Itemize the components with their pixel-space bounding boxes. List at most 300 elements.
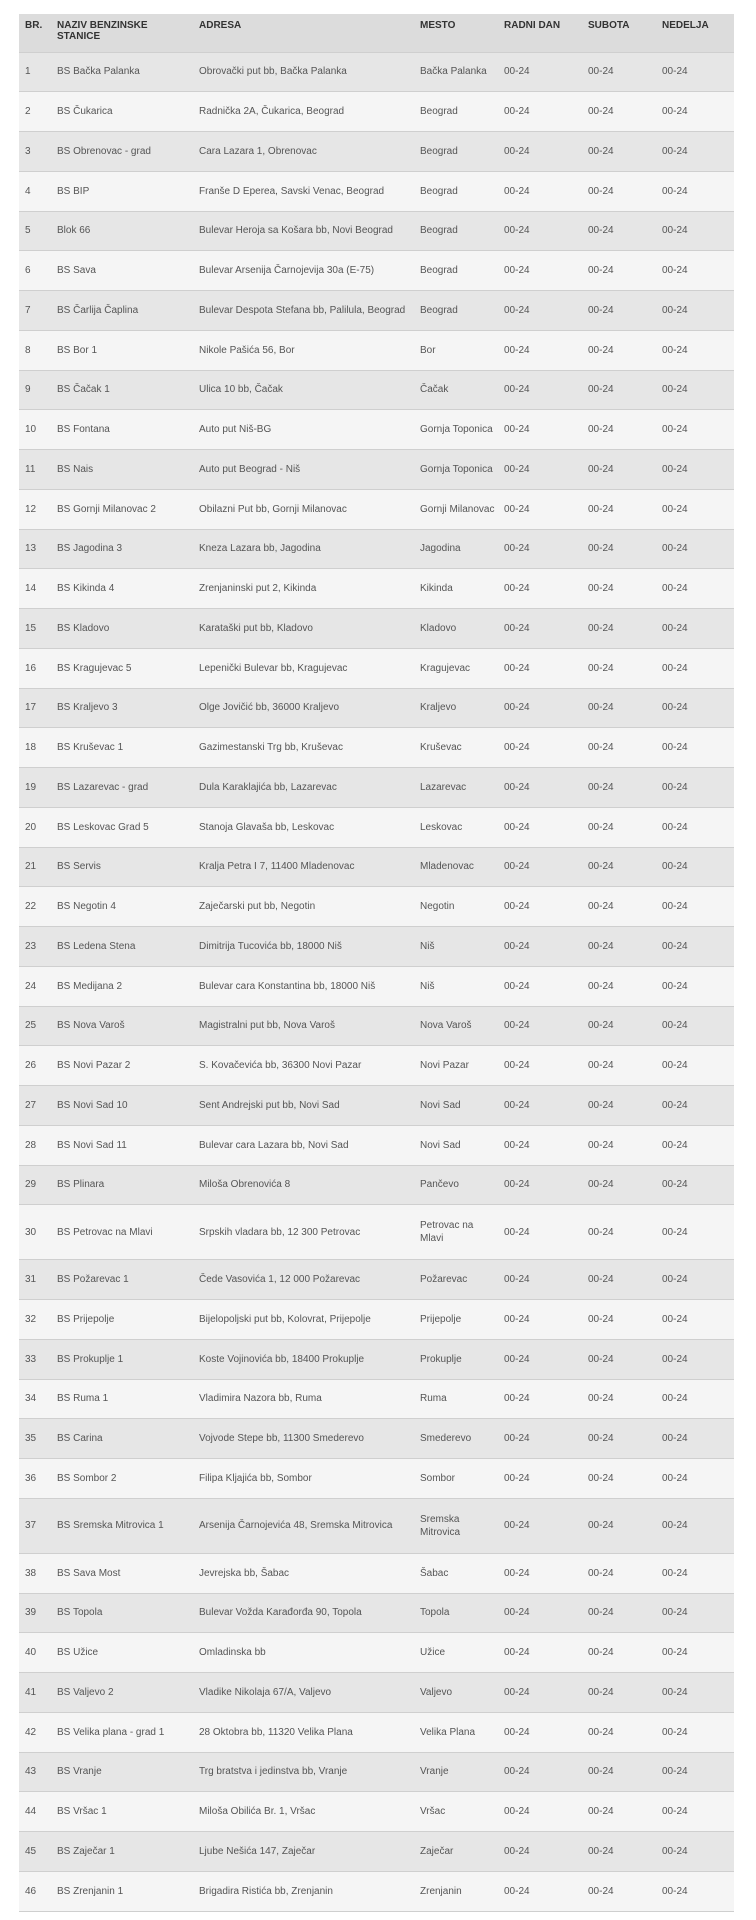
- cell-sunday-hours: 00-24: [656, 688, 734, 728]
- cell-station-name: BS Kragujevac 5: [51, 648, 193, 688]
- cell-city: Topola: [414, 1593, 498, 1633]
- cell-number: 40: [19, 1633, 51, 1673]
- gas-stations-table: [19, 14, 734, 1912]
- cell-weekday-hours: 00-24: [498, 330, 582, 370]
- cell-city: Mladenovac: [414, 847, 498, 887]
- cell-city: Niš: [414, 966, 498, 1006]
- table-row: [19, 291, 734, 331]
- cell-saturday-hours: 00-24: [582, 569, 656, 609]
- cell-station-name: BS Novi Sad 10: [51, 1086, 193, 1126]
- table-row: [19, 1086, 734, 1126]
- cell-address: Bulevar cara Konstantina bb, 18000 Niš: [193, 966, 414, 1006]
- cell-sunday-hours: 00-24: [656, 1871, 734, 1911]
- cell-city: Požarevac: [414, 1260, 498, 1300]
- table-row: [19, 1498, 734, 1553]
- cell-address: Franše D Eperea, Savski Venac, Beograd: [193, 171, 414, 211]
- cell-address: Sent Andrejski put bb, Novi Sad: [193, 1086, 414, 1126]
- cell-address: Zrenjaninski put 2, Kikinda: [193, 569, 414, 609]
- cell-weekday-hours: 00-24: [498, 1752, 582, 1792]
- cell-station-name: BS Kikinda 4: [51, 569, 193, 609]
- cell-number: 31: [19, 1260, 51, 1300]
- cell-station-name: BS Čukarica: [51, 92, 193, 132]
- cell-saturday-hours: 00-24: [582, 1871, 656, 1911]
- cell-address: Cara Lazara 1, Obrenovac: [193, 132, 414, 172]
- cell-sunday-hours: 00-24: [656, 847, 734, 887]
- cell-sunday-hours: 00-24: [656, 92, 734, 132]
- cell-station-name: BS Valjevo 2: [51, 1673, 193, 1713]
- cell-number: 6: [19, 251, 51, 291]
- table-row: [19, 251, 734, 291]
- table-row: [19, 1379, 734, 1419]
- cell-number: 9: [19, 370, 51, 410]
- cell-station-name: BS Čačak 1: [51, 370, 193, 410]
- cell-city: Valjevo: [414, 1673, 498, 1713]
- cell-station-name: BS BIP: [51, 171, 193, 211]
- cell-weekday-hours: 00-24: [498, 847, 582, 887]
- cell-sunday-hours: 00-24: [656, 1419, 734, 1459]
- cell-sunday-hours: 00-24: [656, 1086, 734, 1126]
- cell-saturday-hours: 00-24: [582, 927, 656, 967]
- cell-saturday-hours: 00-24: [582, 489, 656, 529]
- table-row: [19, 1593, 734, 1633]
- cell-city: Petrovac na Mlavi: [414, 1205, 498, 1260]
- cell-number: 22: [19, 887, 51, 927]
- cell-sunday-hours: 00-24: [656, 132, 734, 172]
- table-row: [19, 569, 734, 609]
- cell-weekday-hours: 00-24: [498, 92, 582, 132]
- cell-address: Filipa Kljajića bb, Sombor: [193, 1459, 414, 1499]
- cell-weekday-hours: 00-24: [498, 648, 582, 688]
- cell-saturday-hours: 00-24: [582, 529, 656, 569]
- cell-saturday-hours: 00-24: [582, 1205, 656, 1260]
- cell-station-name: BS Kladovo: [51, 609, 193, 649]
- cell-city: Čačak: [414, 370, 498, 410]
- cell-station-name: BS Čarlija Čaplina: [51, 291, 193, 331]
- cell-city: Prijepolje: [414, 1300, 498, 1340]
- table-row: [19, 529, 734, 569]
- cell-saturday-hours: 00-24: [582, 1752, 656, 1792]
- cell-address: Olge Jovičić bb, 36000 Kraljevo: [193, 688, 414, 728]
- cell-station-name: BS Topola: [51, 1593, 193, 1633]
- cell-number: 21: [19, 847, 51, 887]
- cell-saturday-hours: 00-24: [582, 291, 656, 331]
- cell-address: Arsenija Čarnojevića 48, Sremska Mitrovica: [193, 1498, 414, 1553]
- cell-station-name: BS Plinara: [51, 1165, 193, 1205]
- cell-address: Bijelopoljski put bb, Kolovrat, Prijepolje: [193, 1300, 414, 1340]
- cell-saturday-hours: 00-24: [582, 847, 656, 887]
- cell-weekday-hours: 00-24: [498, 1633, 582, 1673]
- cell-sunday-hours: 00-24: [656, 609, 734, 649]
- cell-station-name: BS Lazarevac - grad: [51, 768, 193, 808]
- cell-saturday-hours: 00-24: [582, 807, 656, 847]
- cell-weekday-hours: 00-24: [498, 768, 582, 808]
- cell-sunday-hours: 00-24: [656, 1125, 734, 1165]
- cell-station-name: BS Velika plana - grad 1: [51, 1712, 193, 1752]
- cell-address: Omladinska bb: [193, 1633, 414, 1673]
- cell-city: Šabac: [414, 1553, 498, 1593]
- cell-sunday-hours: 00-24: [656, 291, 734, 331]
- table-row: [19, 330, 734, 370]
- cell-saturday-hours: 00-24: [582, 609, 656, 649]
- cell-city: Gornja Toponica: [414, 450, 498, 490]
- cell-weekday-hours: 00-24: [498, 728, 582, 768]
- cell-number: 13: [19, 529, 51, 569]
- cell-station-name: BS Prokuplje 1: [51, 1339, 193, 1379]
- cell-sunday-hours: 00-24: [656, 1752, 734, 1792]
- cell-station-name: BS Kraljevo 3: [51, 688, 193, 728]
- table-row: [19, 132, 734, 172]
- cell-saturday-hours: 00-24: [582, 728, 656, 768]
- cell-number: 1: [19, 52, 51, 92]
- cell-sunday-hours: 00-24: [656, 1633, 734, 1673]
- cell-city: Novi Sad: [414, 1086, 498, 1126]
- cell-sunday-hours: 00-24: [656, 1205, 734, 1260]
- cell-address: Brigadira Ristića bb, Zrenjanin: [193, 1871, 414, 1911]
- cell-weekday-hours: 00-24: [498, 1260, 582, 1300]
- cell-sunday-hours: 00-24: [656, 1832, 734, 1872]
- cell-station-name: BS Sombor 2: [51, 1459, 193, 1499]
- cell-station-name: BS Sremska Mitrovica 1: [51, 1498, 193, 1553]
- table-row: [19, 966, 734, 1006]
- cell-city: Sombor: [414, 1459, 498, 1499]
- cell-address: Gazimestanski Trg bb, Kruševac: [193, 728, 414, 768]
- cell-address: Kralja Petra I 7, 11400 Mladenovac: [193, 847, 414, 887]
- cell-weekday-hours: 00-24: [498, 1792, 582, 1832]
- cell-address: Karataški put bb, Kladovo: [193, 609, 414, 649]
- cell-number: 45: [19, 1832, 51, 1872]
- cell-sunday-hours: 00-24: [656, 450, 734, 490]
- cell-sunday-hours: 00-24: [656, 1459, 734, 1499]
- table-row: [19, 927, 734, 967]
- cell-saturday-hours: 00-24: [582, 1300, 656, 1340]
- cell-city: Bor: [414, 330, 498, 370]
- cell-address: Bulevar Arsenija Čarnojevija 30a (E-75): [193, 251, 414, 291]
- cell-sunday-hours: 00-24: [656, 1260, 734, 1300]
- cell-weekday-hours: 00-24: [498, 1205, 582, 1260]
- table-row: [19, 1260, 734, 1300]
- table-row: [19, 807, 734, 847]
- cell-saturday-hours: 00-24: [582, 1260, 656, 1300]
- cell-weekday-hours: 00-24: [498, 1419, 582, 1459]
- cell-number: 10: [19, 410, 51, 450]
- cell-city: Kraljevo: [414, 688, 498, 728]
- cell-number: 8: [19, 330, 51, 370]
- cell-sunday-hours: 00-24: [656, 330, 734, 370]
- cell-weekday-hours: 00-24: [498, 1832, 582, 1872]
- cell-city: Beograd: [414, 211, 498, 251]
- cell-sunday-hours: 00-24: [656, 529, 734, 569]
- cell-address: Ulica 10 bb, Čačak: [193, 370, 414, 410]
- cell-weekday-hours: 00-24: [498, 171, 582, 211]
- cell-sunday-hours: 00-24: [656, 1300, 734, 1340]
- cell-number: 44: [19, 1792, 51, 1832]
- cell-city: Nova Varoš: [414, 1006, 498, 1046]
- cell-address: Vojvode Stepe bb, 11300 Smederevo: [193, 1419, 414, 1459]
- cell-station-name: BS Servis: [51, 847, 193, 887]
- cell-weekday-hours: 00-24: [498, 489, 582, 529]
- cell-city: Lazarevac: [414, 768, 498, 808]
- header-number: BR.: [19, 14, 51, 52]
- header-saturday: SUBOTA: [582, 14, 656, 52]
- table-row: [19, 847, 734, 887]
- cell-city: Užice: [414, 1633, 498, 1673]
- cell-address: Auto put Beograd - Niš: [193, 450, 414, 490]
- cell-number: 5: [19, 211, 51, 251]
- table-row: [19, 887, 734, 927]
- table-row: [19, 688, 734, 728]
- table-row: [19, 489, 734, 529]
- cell-address: 28 Oktobra bb, 11320 Velika Plana: [193, 1712, 414, 1752]
- cell-number: 38: [19, 1553, 51, 1593]
- cell-sunday-hours: 00-24: [656, 489, 734, 529]
- cell-number: 15: [19, 609, 51, 649]
- cell-station-name: BS Leskovac Grad 5: [51, 807, 193, 847]
- cell-sunday-hours: 00-24: [656, 569, 734, 609]
- cell-weekday-hours: 00-24: [498, 807, 582, 847]
- cell-saturday-hours: 00-24: [582, 92, 656, 132]
- cell-number: 12: [19, 489, 51, 529]
- cell-address: Koste Vojinovića bb, 18400 Prokuplje: [193, 1339, 414, 1379]
- cell-weekday-hours: 00-24: [498, 1871, 582, 1911]
- cell-number: 20: [19, 807, 51, 847]
- cell-saturday-hours: 00-24: [582, 1419, 656, 1459]
- cell-sunday-hours: 00-24: [656, 807, 734, 847]
- cell-number: 26: [19, 1046, 51, 1086]
- cell-address: Vladimira Nazora bb, Ruma: [193, 1379, 414, 1419]
- cell-number: 34: [19, 1379, 51, 1419]
- cell-sunday-hours: 00-24: [656, 370, 734, 410]
- cell-city: Novi Sad: [414, 1125, 498, 1165]
- cell-address: Miloša Obilića Br. 1, Vršac: [193, 1792, 414, 1832]
- cell-address: Dimitrija Tucovića bb, 18000 Niš: [193, 927, 414, 967]
- cell-number: 32: [19, 1300, 51, 1340]
- cell-saturday-hours: 00-24: [582, 370, 656, 410]
- cell-station-name: BS Ruma 1: [51, 1379, 193, 1419]
- cell-address: Vladike Nikolaja 67/A, Valjevo: [193, 1673, 414, 1713]
- cell-sunday-hours: 00-24: [656, 728, 734, 768]
- cell-city: Negotin: [414, 887, 498, 927]
- cell-address: Lepenički Bulevar bb, Kragujevac: [193, 648, 414, 688]
- cell-number: 4: [19, 171, 51, 211]
- table-row: [19, 1046, 734, 1086]
- cell-station-name: BS Petrovac na Mlavi: [51, 1205, 193, 1260]
- cell-number: 39: [19, 1593, 51, 1633]
- cell-weekday-hours: 00-24: [498, 1086, 582, 1126]
- cell-saturday-hours: 00-24: [582, 1593, 656, 1633]
- cell-sunday-hours: 00-24: [656, 1792, 734, 1832]
- cell-weekday-hours: 00-24: [498, 1712, 582, 1752]
- cell-weekday-hours: 00-24: [498, 887, 582, 927]
- cell-sunday-hours: 00-24: [656, 1379, 734, 1419]
- cell-city: Sremska Mitrovica: [414, 1498, 498, 1553]
- cell-weekday-hours: 00-24: [498, 1379, 582, 1419]
- cell-saturday-hours: 00-24: [582, 1832, 656, 1872]
- cell-station-name: Blok 66: [51, 211, 193, 251]
- cell-city: Prokuplje: [414, 1339, 498, 1379]
- cell-number: 33: [19, 1339, 51, 1379]
- cell-number: 11: [19, 450, 51, 490]
- cell-station-name: BS Vranje: [51, 1752, 193, 1792]
- cell-weekday-hours: 00-24: [498, 132, 582, 172]
- cell-station-name: BS Požarevac 1: [51, 1260, 193, 1300]
- cell-sunday-hours: 00-24: [656, 1593, 734, 1633]
- table-row: [19, 1633, 734, 1673]
- cell-number: 23: [19, 927, 51, 967]
- cell-sunday-hours: 00-24: [656, 1673, 734, 1713]
- cell-sunday-hours: 00-24: [656, 1498, 734, 1553]
- cell-station-name: BS Bačka Palanka: [51, 52, 193, 92]
- cell-station-name: BS Kruševac 1: [51, 728, 193, 768]
- cell-sunday-hours: 00-24: [656, 211, 734, 251]
- cell-sunday-hours: 00-24: [656, 1712, 734, 1752]
- cell-saturday-hours: 00-24: [582, 171, 656, 211]
- cell-number: 16: [19, 648, 51, 688]
- cell-weekday-hours: 00-24: [498, 1673, 582, 1713]
- cell-city: Niš: [414, 927, 498, 967]
- table-row: [19, 1792, 734, 1832]
- cell-city: Bačka Palanka: [414, 52, 498, 92]
- cell-address: Bulevar Vožda Karađorđa 90, Topola: [193, 1593, 414, 1633]
- cell-number: 37: [19, 1498, 51, 1553]
- cell-weekday-hours: 00-24: [498, 529, 582, 569]
- cell-city: Beograd: [414, 132, 498, 172]
- cell-sunday-hours: 00-24: [656, 52, 734, 92]
- cell-number: 42: [19, 1712, 51, 1752]
- header-city: MESTO: [414, 14, 498, 52]
- cell-address: Dula Karaklajića bb, Lazarevac: [193, 768, 414, 808]
- cell-address: Obrovački put bb, Bačka Palanka: [193, 52, 414, 92]
- header-station-name: NAZIV BENZINSKE STANICE: [51, 14, 193, 52]
- cell-number: 17: [19, 688, 51, 728]
- cell-weekday-hours: 00-24: [498, 211, 582, 251]
- table-row: [19, 211, 734, 251]
- cell-station-name: BS Vršac 1: [51, 1792, 193, 1832]
- cell-address: Čede Vasovića 1, 12 000 Požarevac: [193, 1260, 414, 1300]
- cell-city: Kikinda: [414, 569, 498, 609]
- table-row: [19, 1006, 734, 1046]
- cell-station-name: BS Novi Pazar 2: [51, 1046, 193, 1086]
- cell-sunday-hours: 00-24: [656, 887, 734, 927]
- cell-city: Zrenjanin: [414, 1871, 498, 1911]
- cell-weekday-hours: 00-24: [498, 1300, 582, 1340]
- table-row: [19, 171, 734, 211]
- cell-weekday-hours: 00-24: [498, 1459, 582, 1499]
- cell-sunday-hours: 00-24: [656, 251, 734, 291]
- cell-city: Novi Pazar: [414, 1046, 498, 1086]
- table-row: [19, 92, 734, 132]
- cell-station-name: BS Nais: [51, 450, 193, 490]
- cell-city: Zaječar: [414, 1832, 498, 1872]
- cell-city: Gornja Toponica: [414, 410, 498, 450]
- cell-saturday-hours: 00-24: [582, 1633, 656, 1673]
- cell-weekday-hours: 00-24: [498, 1553, 582, 1593]
- cell-weekday-hours: 00-24: [498, 1593, 582, 1633]
- cell-number: 41: [19, 1673, 51, 1713]
- cell-number: 46: [19, 1871, 51, 1911]
- cell-station-name: BS Novi Sad 11: [51, 1125, 193, 1165]
- cell-sunday-hours: 00-24: [656, 410, 734, 450]
- cell-weekday-hours: 00-24: [498, 251, 582, 291]
- stations-table-container: [19, 14, 734, 1912]
- cell-weekday-hours: 00-24: [498, 450, 582, 490]
- cell-saturday-hours: 00-24: [582, 410, 656, 450]
- cell-station-name: BS Sava: [51, 251, 193, 291]
- cell-saturday-hours: 00-24: [582, 132, 656, 172]
- cell-city: Beograd: [414, 171, 498, 211]
- cell-number: 25: [19, 1006, 51, 1046]
- cell-address: Bulevar Despota Stefana bb, Palilula, Beograd: [193, 291, 414, 331]
- table-row: [19, 648, 734, 688]
- cell-weekday-hours: 00-24: [498, 927, 582, 967]
- table-row: [19, 1339, 734, 1379]
- cell-saturday-hours: 00-24: [582, 1086, 656, 1126]
- cell-weekday-hours: 00-24: [498, 1498, 582, 1553]
- table-row: [19, 450, 734, 490]
- cell-saturday-hours: 00-24: [582, 648, 656, 688]
- cell-address: Srpskih vladara bb, 12 300 Petrovac: [193, 1205, 414, 1260]
- cell-address: Bulevar Heroja sa Košara bb, Novi Beograd: [193, 211, 414, 251]
- cell-station-name: BS Gornji Milanovac 2: [51, 489, 193, 529]
- table-row: [19, 1459, 734, 1499]
- cell-city: Kladovo: [414, 609, 498, 649]
- table-row: [19, 1832, 734, 1872]
- cell-weekday-hours: 00-24: [498, 370, 582, 410]
- cell-saturday-hours: 00-24: [582, 1046, 656, 1086]
- cell-address: Nikole Pašića 56, Bor: [193, 330, 414, 370]
- cell-city: Smederevo: [414, 1419, 498, 1459]
- cell-station-name: BS Nova Varoš: [51, 1006, 193, 1046]
- cell-number: 19: [19, 768, 51, 808]
- cell-city: Pančevo: [414, 1165, 498, 1205]
- cell-saturday-hours: 00-24: [582, 251, 656, 291]
- cell-address: Radnička 2A, Čukarica, Beograd: [193, 92, 414, 132]
- cell-saturday-hours: 00-24: [582, 211, 656, 251]
- cell-station-name: BS Ledena Stena: [51, 927, 193, 967]
- cell-station-name: BS Carina: [51, 1419, 193, 1459]
- cell-sunday-hours: 00-24: [656, 966, 734, 1006]
- cell-weekday-hours: 00-24: [498, 1046, 582, 1086]
- cell-city: Beograd: [414, 92, 498, 132]
- cell-address: Trg bratstva i jedinstva bb, Vranje: [193, 1752, 414, 1792]
- cell-station-name: BS Jagodina 3: [51, 529, 193, 569]
- cell-station-name: BS Obrenovac - grad: [51, 132, 193, 172]
- cell-sunday-hours: 00-24: [656, 1006, 734, 1046]
- cell-station-name: BS Zrenjanin 1: [51, 1871, 193, 1911]
- cell-saturday-hours: 00-24: [582, 1006, 656, 1046]
- table-row: [19, 1419, 734, 1459]
- cell-saturday-hours: 00-24: [582, 688, 656, 728]
- cell-saturday-hours: 00-24: [582, 1673, 656, 1713]
- cell-address: Jevrejska bb, Šabac: [193, 1553, 414, 1593]
- cell-address: Stanoja Glavaša bb, Leskovac: [193, 807, 414, 847]
- cell-weekday-hours: 00-24: [498, 1125, 582, 1165]
- cell-weekday-hours: 00-24: [498, 1165, 582, 1205]
- cell-weekday-hours: 00-24: [498, 291, 582, 331]
- cell-number: 35: [19, 1419, 51, 1459]
- cell-weekday-hours: 00-24: [498, 688, 582, 728]
- cell-weekday-hours: 00-24: [498, 410, 582, 450]
- cell-number: 30: [19, 1205, 51, 1260]
- table-row: [19, 370, 734, 410]
- table-row: [19, 1165, 734, 1205]
- cell-address: Obilazni Put bb, Gornji Milanovac: [193, 489, 414, 529]
- cell-station-name: BS Medijana 2: [51, 966, 193, 1006]
- cell-station-name: BS Fontana: [51, 410, 193, 450]
- cell-sunday-hours: 00-24: [656, 1046, 734, 1086]
- cell-station-name: BS Sava Most: [51, 1553, 193, 1593]
- cell-address: Bulevar cara Lazara bb, Novi Sad: [193, 1125, 414, 1165]
- cell-city: Jagodina: [414, 529, 498, 569]
